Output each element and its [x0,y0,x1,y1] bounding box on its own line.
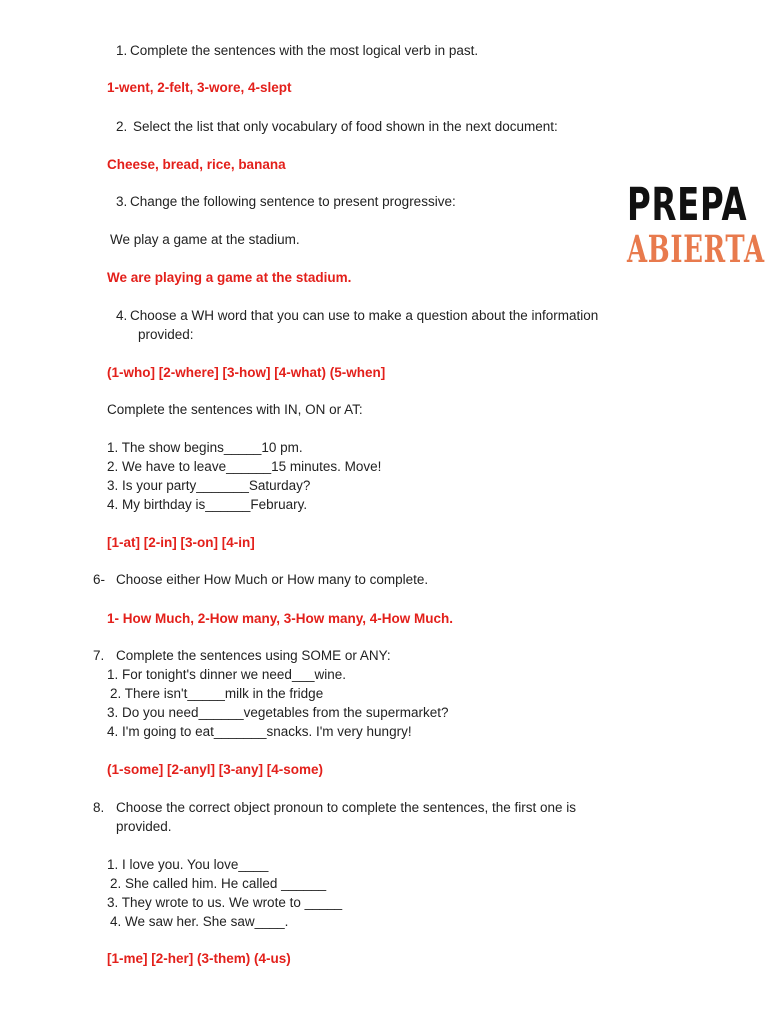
q7-item: 1. For tonight's dinner we need___wine. [107,667,346,682]
q7-answer: (1-some] [2-anyl] [3-any] [4-some) [107,762,324,777]
q4-prompt-line1: Choose a WH word that you can use to make a question about the information [130,308,599,323]
q3-number: 3. [116,194,128,209]
q5-item: 4. My birthday is______February. [107,497,308,512]
q1-number: 1. [116,43,128,58]
q7-prompt: Complete the sentences using SOME or ANY: [116,648,391,663]
q5-prompt: Complete the sentences with IN, ON or AT: [107,402,363,417]
q2-number: 2. [116,119,128,134]
q8-item: 2. She called him. He called ______ [110,876,327,891]
q6-number: 6- [93,572,106,587]
q8-answer: [1-me] [2-her] (3-them) (4-us) [107,951,291,966]
q5-item: 1. The show begins_____10 pm. [107,440,303,455]
prepa-abierta-logo [627,178,765,275]
q7-item: 3. Do you need______vegetables from the supermarket? [107,705,449,720]
q8-prompt-line1: Choose the correct object pronoun to complete the sentences, the first one is [116,800,577,815]
q8-number: 8. [93,800,105,815]
q3-sentence: We play a game at the stadium. [110,232,300,247]
q6-answer: 1- How Much, 2-How many, 3-How many, 4-How Much. [107,611,454,626]
q7-number: 7. [93,648,105,663]
q1-prompt: Complete the sentences with the most logical verb in past. [130,43,479,58]
q3-prompt: Change the following sentence to present progressive: [130,194,456,209]
q7-item: 2. There isn't_____milk in the fridge [110,686,324,701]
q1-answer: 1-went, 2-felt, 3-wore, 4-slept [107,80,292,95]
q4-answer: (1-who] [2-where] [3-how] [4-what) (5-when] [107,365,386,380]
q2-answer: Cheese, bread, rice, banana [107,157,286,172]
q8-item: 4. We saw her. She saw____. [110,914,289,929]
q5-answer: [1-at] [2-in] [3-on] [4-in] [107,535,255,550]
q5-item: 3. Is your party_______Saturday? [107,478,311,493]
q7-item: 4. I'm going to eat_______snacks. I'm very hungry! [107,724,412,739]
logo-text-prepa: PREPA [627,178,748,231]
q6-prompt: Choose either How Much or How many to complete. [116,572,429,587]
q2-prompt: Select the list that only vocabulary of food shown in the next document: [133,119,558,134]
q5-item: 2. We have to leave______15 minutes. Move! [107,459,382,474]
q3-answer: We are playing a game at the stadium. [107,270,352,285]
q8-item: 1. I love you. You love____ [107,857,269,872]
q8-prompt-line2: provided. [116,819,172,834]
q4-number: 4. [116,308,128,323]
logo-text-abierta: ABIERTA [627,227,765,271]
q8-item: 3. They wrote to us. We wrote to _____ [107,895,343,910]
q4-prompt-line2: provided: [138,327,194,342]
